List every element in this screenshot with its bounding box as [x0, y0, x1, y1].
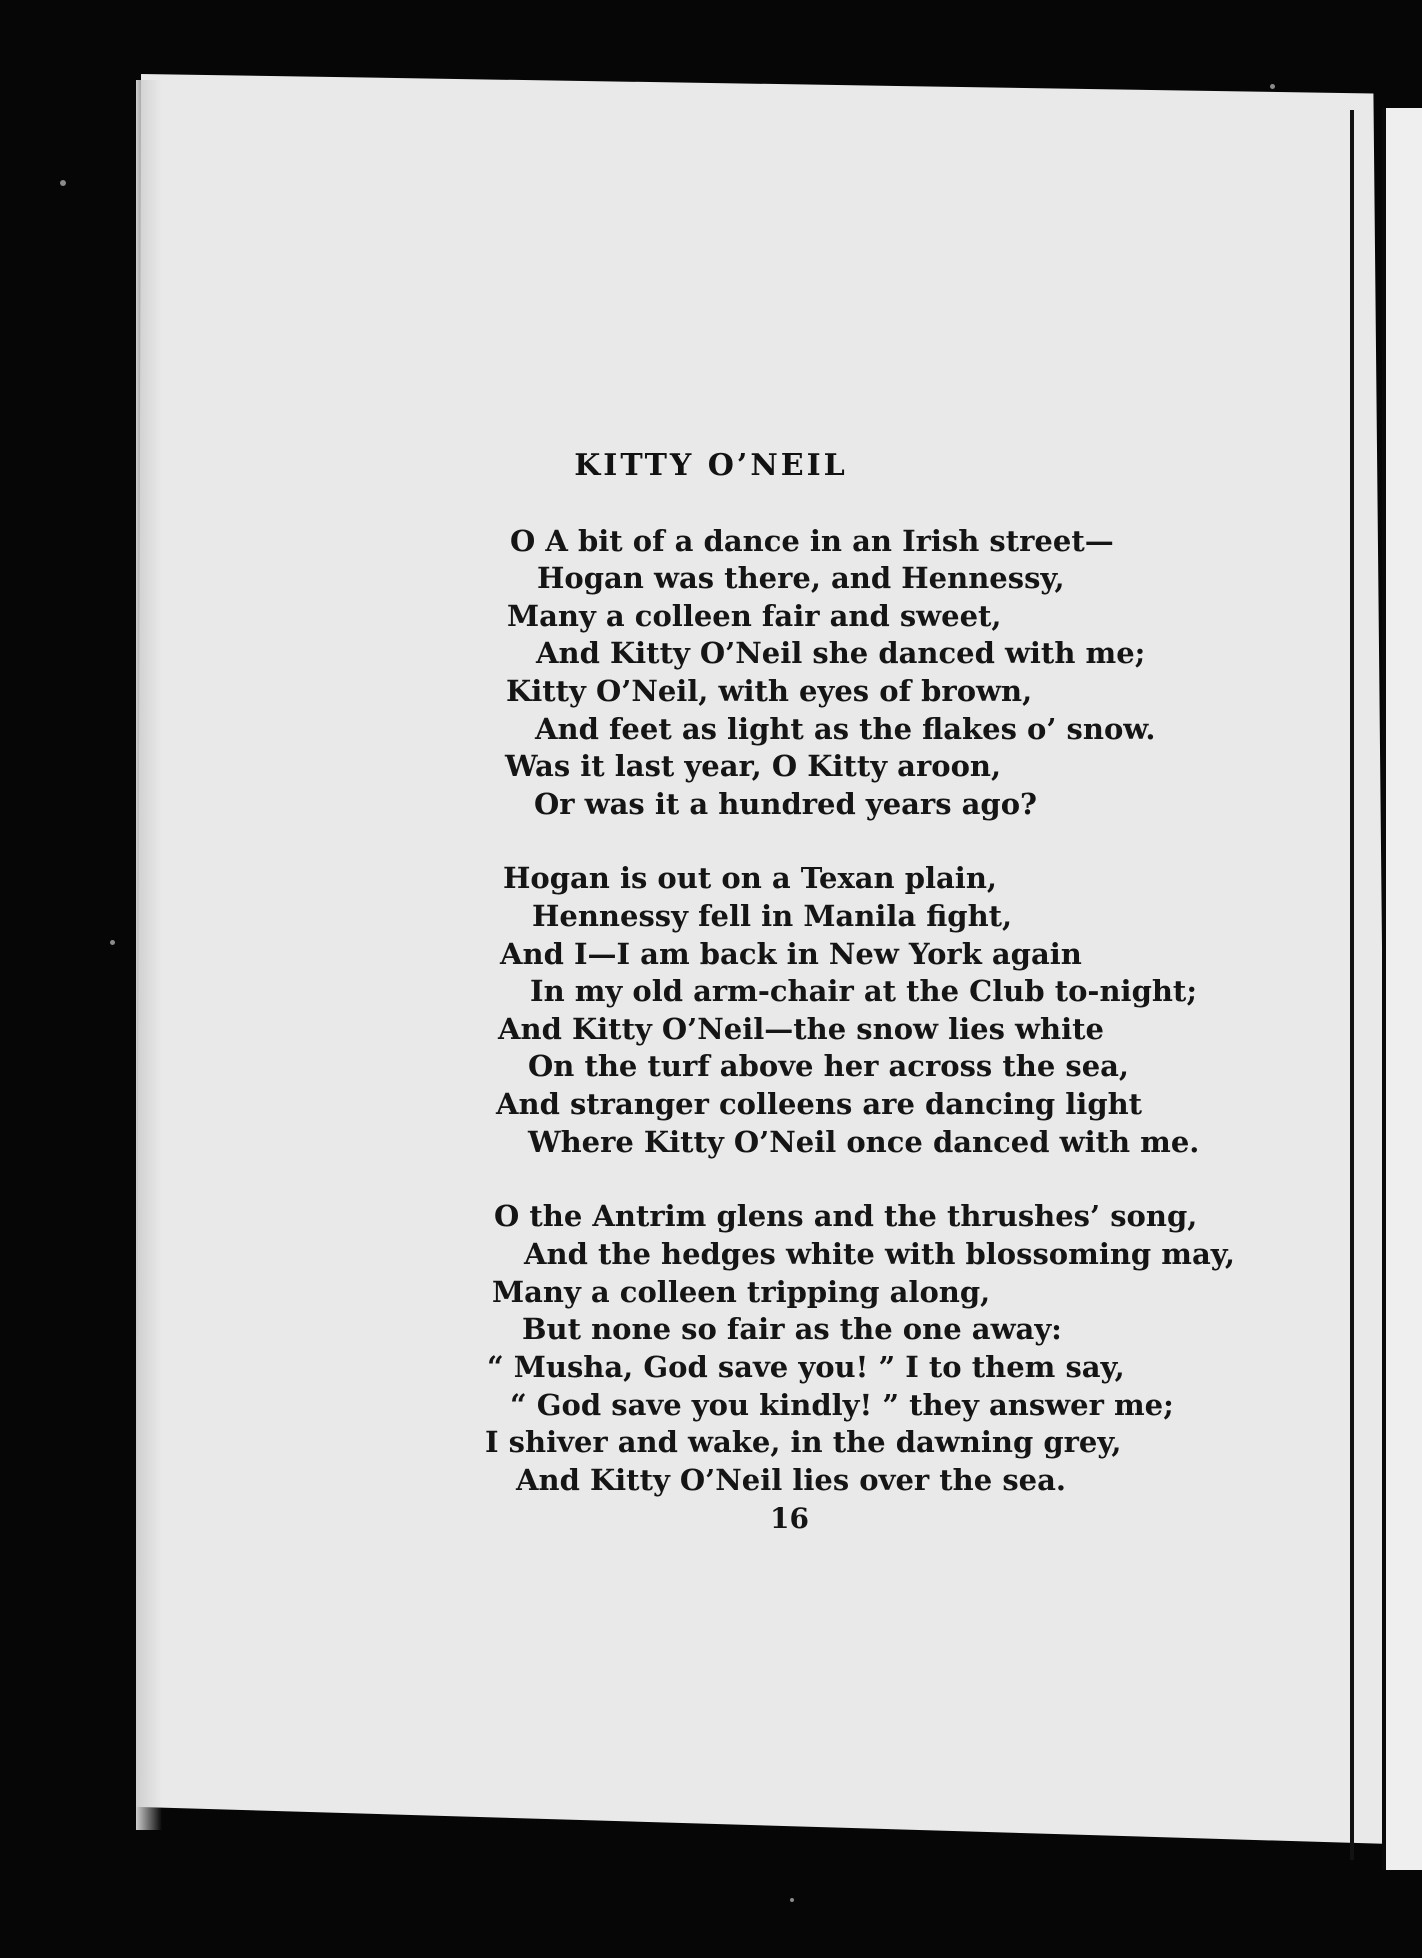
poem-line: Hogan is out on a Texan plain,	[503, 861, 998, 895]
poem-line: But none so fair as the one away:	[522, 1312, 1062, 1346]
poem-line: And the hedges white with blossoming may,	[524, 1237, 1235, 1271]
poem-line: And I—I am back in New York again	[500, 937, 1082, 971]
poem-line: “ God save you kindly! ” they answer me;	[510, 1388, 1174, 1422]
page-number: 16	[770, 1502, 809, 1535]
poem-line: Kitty O’Neil, with eyes of brown,	[506, 674, 1033, 708]
poem-line: O the Antrim glens and the thrushes’ song,	[494, 1199, 1198, 1233]
poem-line: Hennessy fell in Manila fight,	[532, 899, 1013, 933]
poem-line: Many a colleen tripping along,	[492, 1275, 991, 1309]
poem-line: In my old arm-chair at the Club to-night;	[530, 974, 1198, 1008]
poem-line: “ Musha, God save you! ” I to them say,	[487, 1350, 1125, 1384]
poem-line: On the turf above her across the sea,	[528, 1049, 1130, 1083]
poem-line: I shiver and wake, in the dawning grey,	[485, 1425, 1122, 1459]
poem-line: And Kitty O’Neil lies over the sea.	[516, 1463, 1066, 1497]
poem-line: And feet as light as the flakes o’ snow.	[535, 712, 1156, 746]
poem-line: Hogan was there, and Hennessy,	[537, 561, 1065, 595]
poem-line: And Kitty O’Neil—the snow lies white	[498, 1012, 1104, 1046]
poem-line: Many a colleen fair and sweet,	[507, 599, 1002, 633]
poem-line: And stranger colleens are dancing light	[496, 1087, 1143, 1121]
poem-line: Was it last year, O Kitty aroon,	[505, 749, 1002, 783]
poem-line: Where Kitty O’Neil once danced with me.	[528, 1125, 1200, 1159]
poem-line: And Kitty O’Neil she danced with me;	[536, 636, 1146, 670]
poem-line: O A bit of a dance in an Irish street—	[510, 524, 1114, 558]
poem-title: KITTY O’NEIL	[574, 448, 848, 483]
poem-line: Or was it a hundred years ago?	[534, 787, 1038, 821]
